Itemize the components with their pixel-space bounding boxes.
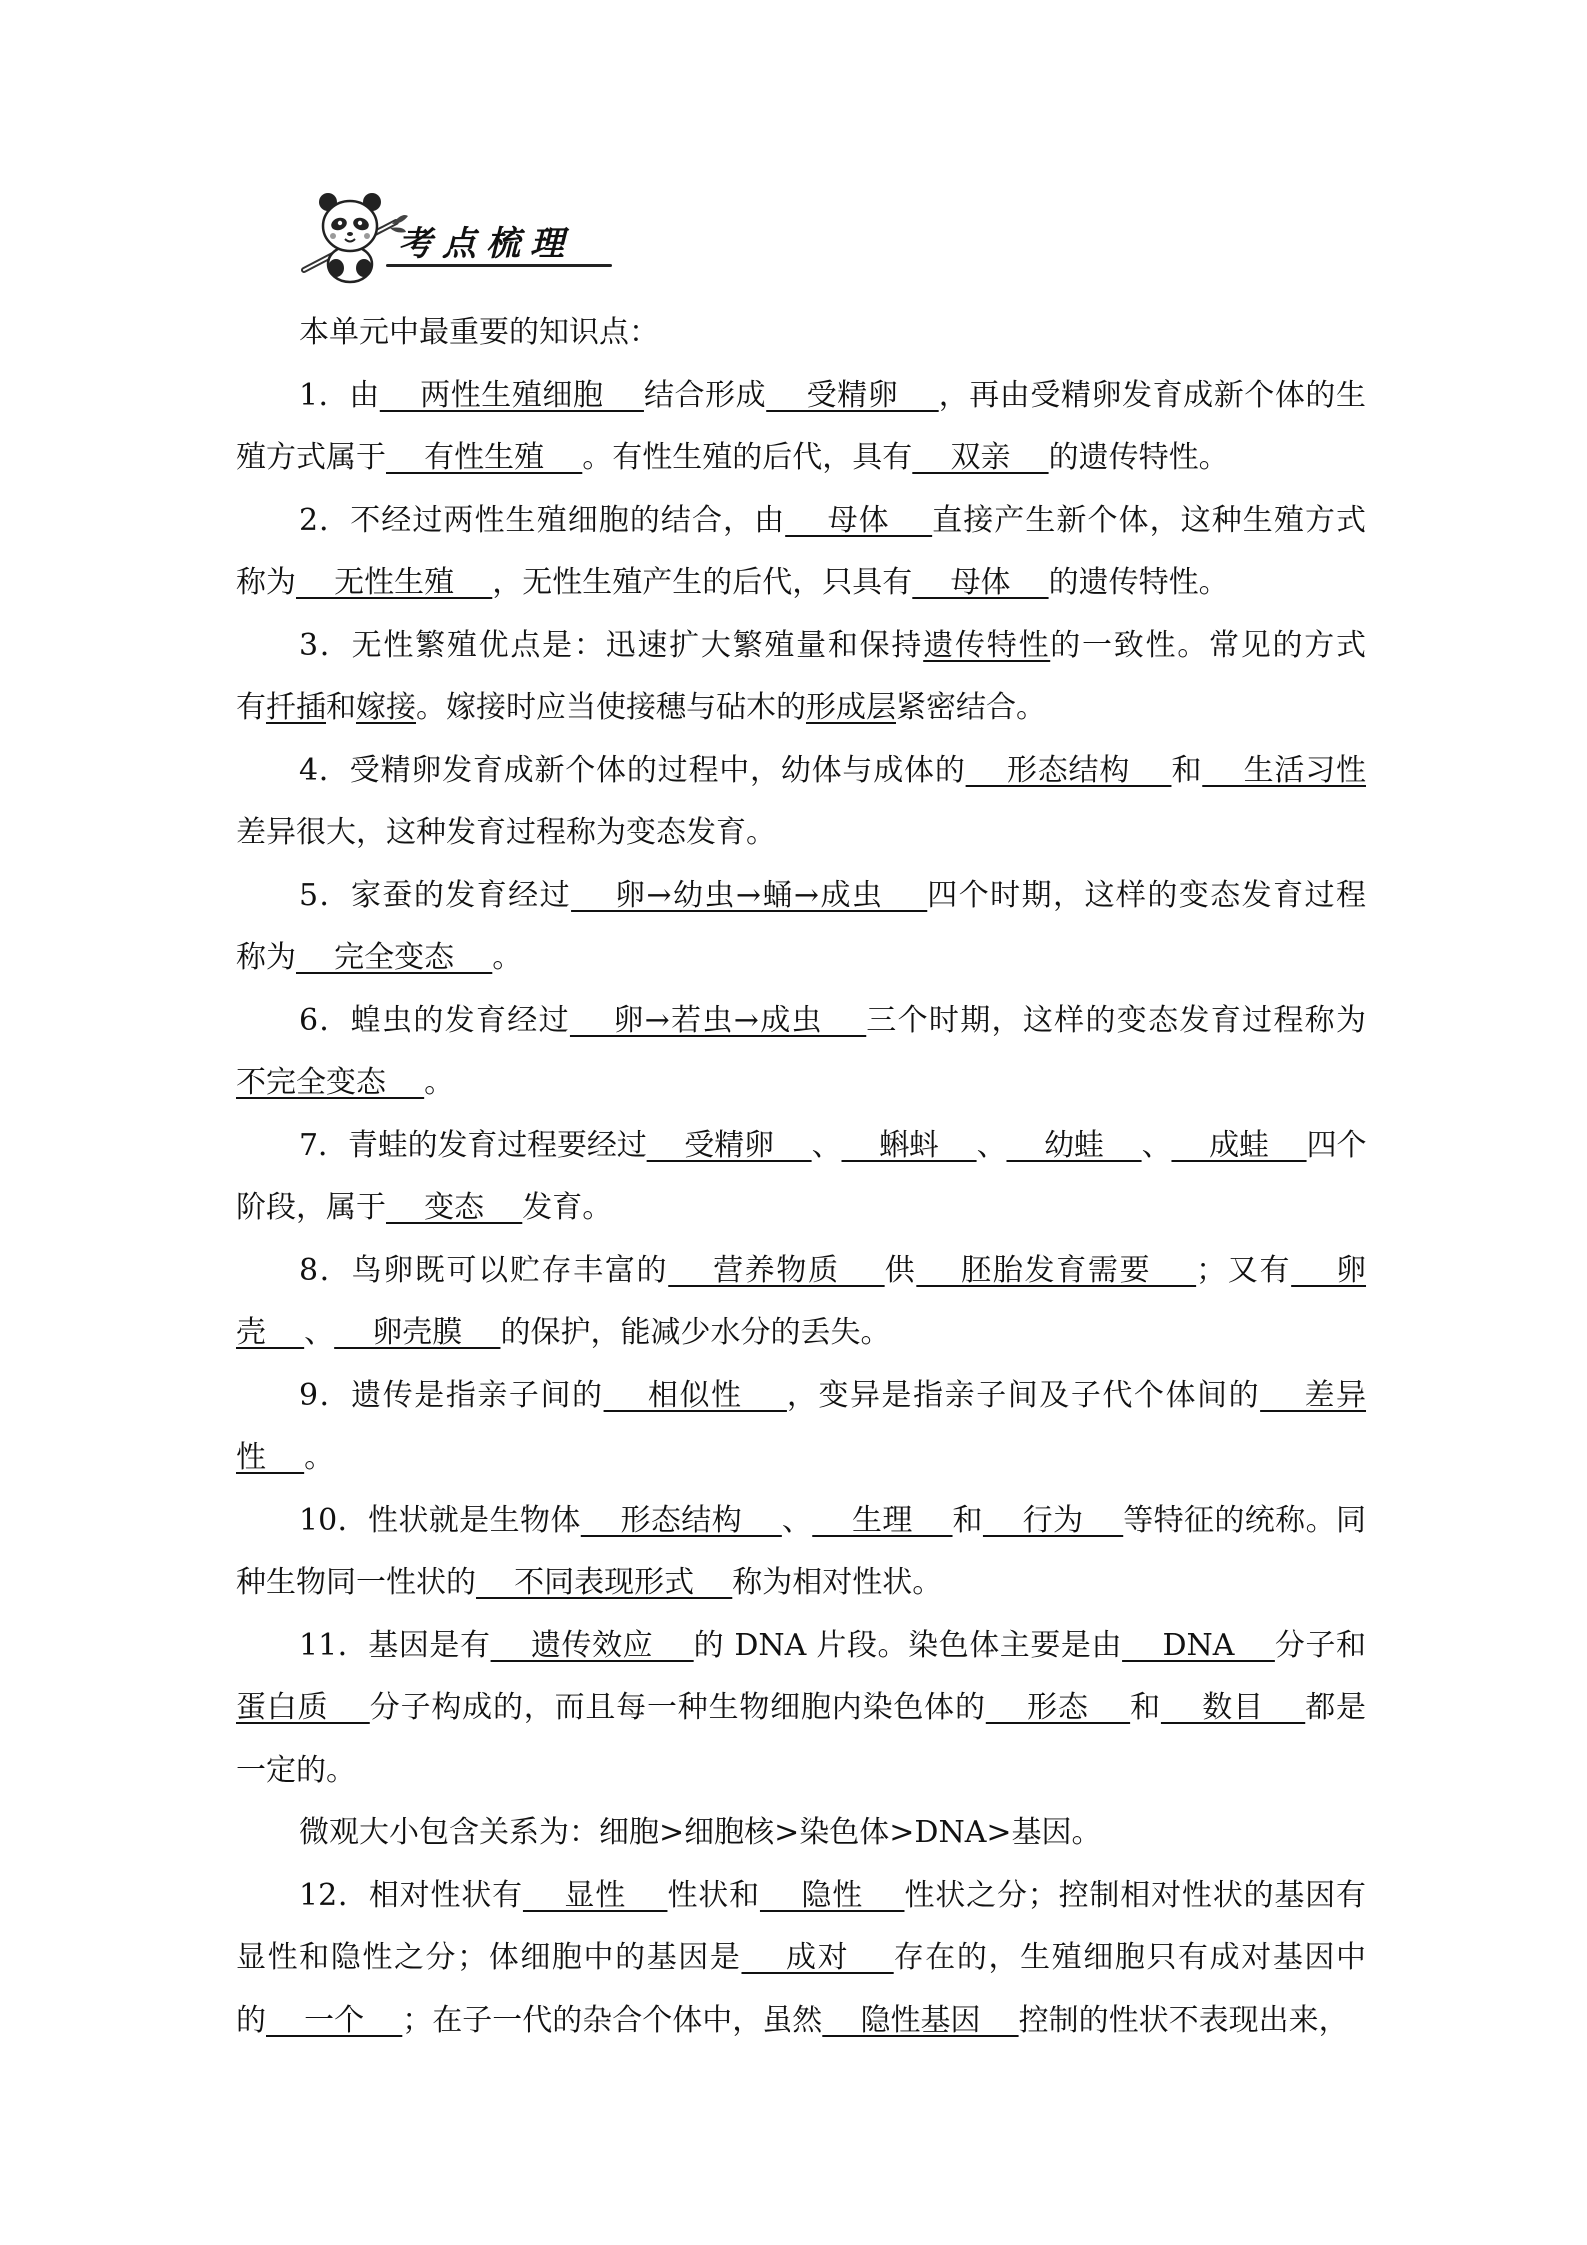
text-line [236, 427, 1366, 490]
knowledge-points [236, 302, 1366, 2052]
text-segment: 。 [492, 940, 523, 975]
knowledge-point-8 [236, 1240, 1366, 1365]
text-segment: ；又有 [1196, 1252, 1292, 1288]
text-line [236, 1177, 1366, 1240]
text-segment: 、 [976, 1127, 1007, 1163]
answer-blank: 生理 [812, 1502, 953, 1538]
text-segment: 种生物同一性状的 [236, 1565, 476, 1600]
answer-blank: 两性生殖细胞 [379, 377, 644, 413]
text-line [236, 365, 1366, 428]
text-segment: 称为 [236, 565, 296, 600]
answer-blank: 生活习性 [1202, 752, 1366, 788]
answer-blank: 双亲 [912, 440, 1049, 475]
knowledge-point-13 [236, 1865, 1366, 2053]
text-line [236, 1240, 1366, 1303]
text-line [236, 1615, 1366, 1678]
answer-blank: 受精卵 [646, 1127, 812, 1163]
answer-blank: 卵→若虫→成虫 [569, 1002, 867, 1038]
text-segment: ，再由受精卵发育成新个体的生 [938, 377, 1366, 413]
answer-blank: 扦插 [266, 690, 326, 725]
answer-blank: 相似性 [603, 1377, 787, 1413]
answer-blank: 形态 [985, 1690, 1131, 1725]
text-segment: 殖方式属于 [236, 440, 386, 475]
text-segment: 、 [304, 1315, 335, 1350]
text-line [236, 1990, 1366, 2053]
text-segment: 有 [236, 690, 266, 725]
text-line [236, 1740, 1366, 1803]
text-segment: 直接产生新个体，这种生殖方式 [932, 502, 1367, 538]
text-segment: 性状之分；控制相对性状的基因有 [904, 1877, 1367, 1913]
knowledge-point-7 [236, 1115, 1366, 1240]
text-segment: 。嫁接时应当使接穗与砧木的 [416, 690, 806, 725]
answer-blank: 蝌蚪 [841, 1127, 977, 1163]
answer-blank: 不完全变态 [236, 1065, 425, 1100]
text-segment: 11．基因是有 [299, 1627, 491, 1663]
answer-blank: 显性 [522, 1877, 668, 1913]
answer-blank: 形态结构 [580, 1502, 782, 1538]
text-segment: 的保护，能减少水分的丢失。 [500, 1315, 891, 1350]
text-segment: 供 [884, 1252, 917, 1288]
answer-blank: 卵 [1291, 1252, 1367, 1288]
text-segment: 分子和 [1274, 1627, 1367, 1663]
text-segment: 3．无性繁殖优点是：迅速扩大繁殖量和保持 [299, 627, 924, 663]
text-segment: 称为相对性状。 [732, 1565, 943, 1600]
knowledge-point-12 [236, 1802, 1366, 1865]
text-segment: 6．蝗虫的发育经过 [299, 1002, 570, 1038]
text-line [236, 740, 1366, 803]
text-line [236, 1052, 1366, 1115]
text-line [236, 865, 1366, 928]
text-segment: 显性和隐性之分；体细胞中的基因是 [236, 1940, 742, 1975]
text-segment: 都是 [1305, 1690, 1367, 1725]
text-line [236, 1302, 1366, 1365]
text-line [236, 1365, 1366, 1428]
text-segment: 。 [424, 1065, 455, 1100]
answer-blank: 蛋白质 [236, 1690, 370, 1725]
answer-blank: 无性生殖 [296, 565, 493, 600]
answer-blank: 营养物质 [668, 1252, 885, 1288]
text-segment: 4．受精卵发育成新个体的过程中，幼体与成体的 [299, 752, 966, 788]
knowledge-point-3 [236, 615, 1366, 740]
text-segment: 和 [1171, 752, 1203, 788]
answer-blank: 胚胎发育需要 [916, 1252, 1197, 1288]
text-line [236, 552, 1366, 615]
answer-blank: 一个 [266, 2002, 403, 2038]
text-segment: 9．遗传是指亲子间的 [299, 1377, 604, 1413]
knowledge-point-2 [236, 490, 1366, 615]
text-line [236, 1490, 1366, 1553]
answer-blank: 性 [236, 1440, 305, 1475]
text-segment: 和 [952, 1502, 983, 1538]
text-segment: 结合形成 [643, 377, 767, 413]
text-segment: 的 DNA 片段。染色体主要是由 [693, 1627, 1123, 1663]
answer-blank: 受精卵 [766, 377, 939, 413]
text-line [236, 1927, 1366, 1990]
text-segment: 的遗传特性。 [1048, 565, 1229, 600]
answer-blank: 数目 [1160, 1690, 1306, 1725]
text-line [236, 990, 1366, 1053]
text-segment: 等特征的统称。同 [1123, 1502, 1367, 1538]
answer-blank: 隐性基因 [822, 2002, 1019, 2038]
text-segment: 紧密结合。 [896, 690, 1046, 725]
text-line [236, 802, 1366, 865]
answer-blank: 成蛙 [1171, 1127, 1307, 1163]
text-line [236, 927, 1366, 990]
text-segment: 的 [236, 2002, 266, 2038]
knowledge-point-9 [236, 1365, 1366, 1490]
answer-blank: 隐性 [759, 1877, 905, 1913]
intro-text: 本单元中最重要的知识点： [299, 315, 659, 350]
answer-blank: 完全变态 [296, 940, 493, 975]
knowledge-point-4 [236, 740, 1366, 865]
answer-blank: 母体 [785, 502, 933, 538]
text-segment: 、 [811, 1127, 842, 1163]
text-segment: ；在子一代的杂合个体中，虽然 [402, 2002, 823, 2038]
answer-blank: 壳 [236, 1315, 305, 1350]
text-segment: 的一致性。常见的方式 [1050, 627, 1367, 663]
answer-blank: 成对 [741, 1940, 894, 1975]
text-segment: 、 [1141, 1127, 1172, 1163]
text-segment: ，无性生殖产生的后代，只具有 [492, 565, 913, 600]
text-segment: 称为 [236, 940, 296, 975]
text-segment: 7．青蛙的发育过程要经过 [299, 1127, 647, 1163]
answer-blank: 差异 [1260, 1377, 1367, 1413]
section-title-underline [386, 264, 612, 267]
text-line [236, 1677, 1366, 1740]
text-segment: 8．鸟卵既可以贮存丰富的 [299, 1252, 669, 1288]
text-segment: 。 [304, 1440, 335, 1475]
text-segment: 发育。 [522, 1190, 613, 1225]
answer-blank: 形成层 [806, 690, 896, 725]
answer-blank: 遗传特性 [923, 627, 1051, 663]
panda-mascot-icon [300, 188, 410, 288]
answer-blank: 行为 [982, 1502, 1124, 1538]
text-segment: 、 [781, 1502, 813, 1538]
text-segment: 四个时期，这样的变态发育过程 [927, 877, 1366, 913]
text-segment: 一定的。 [236, 1752, 356, 1788]
text-segment: 三个时期，这样的变态发育过程称为 [866, 1002, 1366, 1038]
knowledge-point-10 [236, 1490, 1366, 1615]
section-title: 考点梳理 [398, 224, 574, 264]
knowledge-point-6 [236, 990, 1366, 1115]
answer-blank: 母体 [912, 565, 1049, 600]
knowledge-point-5 [236, 865, 1366, 990]
text-segment: 控制的性状不表现出来， [1018, 2002, 1349, 2038]
text-segment: ，变异是指亲子间及子代个体间的 [786, 1377, 1261, 1413]
text-line [236, 490, 1366, 553]
text-segment: 12．相对性状有 [299, 1877, 523, 1913]
text-segment: 和 [326, 690, 356, 725]
text-segment: 微观大小包含关系为：细胞>细胞核>染色体>DNA>基因。 [299, 1815, 1102, 1850]
answer-blank: DNA [1122, 1627, 1275, 1663]
text-segment: 分子构成的，而且每一种生物细胞内染色体的 [369, 1690, 986, 1725]
knowledge-point-1 [236, 365, 1366, 490]
section-heading [300, 188, 620, 288]
text-line [236, 1115, 1366, 1178]
knowledge-point-11 [236, 1615, 1366, 1803]
text-segment: 10．性状就是生物体 [299, 1502, 581, 1538]
text-segment: 5．家蚕的发育经过 [299, 877, 572, 913]
text-line [236, 615, 1366, 678]
text-segment: 阶段，属于 [236, 1190, 386, 1225]
text-segment: 存在的，生殖细胞只有成对基因中 [893, 1940, 1366, 1975]
answer-blank: 幼蛙 [1006, 1127, 1142, 1163]
text-segment: 的遗传特性。 [1048, 440, 1229, 475]
text-segment: 1．由 [299, 377, 380, 413]
answer-blank: 遗传效应 [490, 1627, 694, 1663]
text-line [236, 1552, 1366, 1615]
answer-blank: 卵壳膜 [334, 1315, 501, 1350]
answer-blank: 不同表现形式 [476, 1565, 733, 1600]
text-segment: 2．不经过两性生殖细胞的结合，由 [299, 502, 786, 538]
answer-blank: 有性生殖 [386, 440, 583, 475]
answer-blank: 卵→幼虫→蛹→成虫 [571, 877, 928, 913]
answer-blank: 变态 [386, 1190, 523, 1225]
text-line [236, 1865, 1366, 1928]
text-segment: 差异很大，这种发育过程称为变态发育。 [236, 815, 776, 850]
text-segment: 。有性生殖的后代，具有 [582, 440, 913, 475]
answer-blank: 形态结构 [965, 752, 1172, 788]
answer-blank: 嫁接 [356, 690, 416, 725]
text-line [236, 1427, 1366, 1490]
text-segment: 性状和 [667, 1877, 760, 1913]
text-segment: 和 [1130, 1690, 1161, 1725]
text-line [236, 1802, 1366, 1865]
text-line [236, 677, 1366, 740]
text-segment: 四个 [1306, 1127, 1367, 1163]
